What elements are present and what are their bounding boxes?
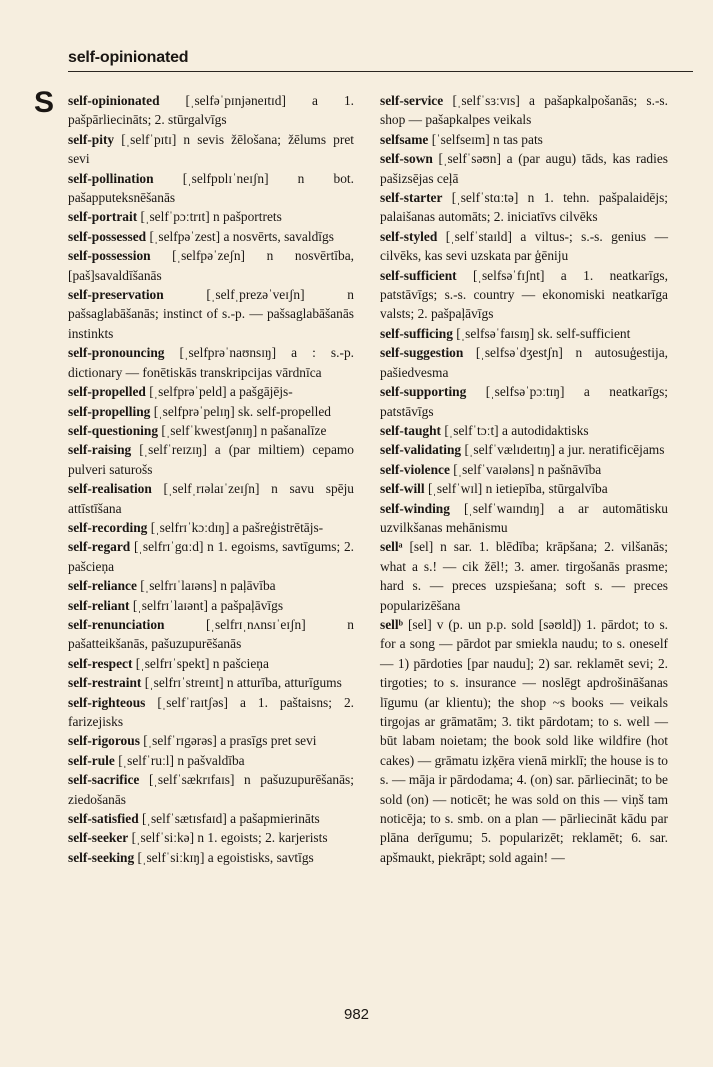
entry-headword: self-preservation <box>68 287 164 303</box>
entry-definition: [ˌselfˈsəʊn] a (par augu) tāds, kas radies pašizsējas ceļā <box>380 151 668 186</box>
entry-definition: [ˌselfprəˈpeld] a pašgājējs- <box>145 384 293 400</box>
dictionary-entry <box>68 751 354 770</box>
running-header: self-opinionated <box>68 49 189 66</box>
entry-headword: self-suggestion <box>380 345 464 361</box>
entry-headword: self-opinionated <box>68 93 160 108</box>
entry-headword: self-pity <box>68 131 115 147</box>
entry-headword: self-taught <box>380 422 441 438</box>
dictionary-entry <box>380 324 668 343</box>
entry-headword: self-propelled <box>68 384 146 400</box>
dictionary-entry <box>68 479 354 518</box>
entry-headword: self-starter <box>380 190 443 206</box>
dictionary-entry <box>380 460 668 479</box>
dictionary-entry <box>68 770 354 809</box>
entry-headword: self-seeking <box>68 849 135 865</box>
entry-definition: [ˌselfsəˈdʒestʃn] n autosuģestija, pašiedvesma <box>380 345 668 380</box>
dictionary-entry <box>68 402 354 421</box>
entry-definition: [ˌselfpɒlɪˈneɪʃn] n bot. pašapputeksnēšanās <box>68 170 354 206</box>
dictionary-entry <box>68 828 354 847</box>
dictionary-entry <box>380 537 668 615</box>
entry-headword: self-pollination <box>68 170 154 186</box>
entry-headword: selfsame <box>380 131 429 147</box>
entry-headword: self-respect <box>68 655 133 671</box>
entry-headword: self-realisation <box>68 481 152 497</box>
entry-headword: self-propelling <box>68 403 151 419</box>
entry-definition: [ˌselfprəˈpelɪŋ] sk. self-propelled <box>150 403 331 419</box>
entry-headword: self-service <box>380 93 444 108</box>
dictionary-entry <box>68 382 354 401</box>
entry-definition: [ˌselfˈkwestʃənɪŋ] n pašanalīze <box>158 422 327 438</box>
dictionary-entry <box>380 130 668 149</box>
entry-definition: [ˌselfsəˈfaɪsɪŋ] sk. self-sufficient <box>452 325 631 341</box>
entry-definition: [ˌselfprəˈnaʊnsɪŋ] a : s.-p. dictionary — fonētiskās transkripcijas vārdnīca <box>68 345 354 380</box>
entry-definition: [ˌselfˈsækrɪfaɪs] n pašuzupurēšanās; ziedošanās <box>68 772 354 807</box>
dictionary-entry <box>68 91 354 130</box>
dictionary-entry <box>68 731 354 750</box>
entry-definition: [ˌselfəˈpɪnjəneɪtɪd] a 1. pašpārliecināts; 2. stūrgalvīgs <box>68 93 354 128</box>
entry-definition: [ˌselfˈpɔːtrɪt] n pašportrets <box>137 209 282 225</box>
dictionary-entry <box>380 91 668 130</box>
entry-definition: [ˌselfˈwɪl] n ietiepība, stūrgalvība <box>424 481 608 497</box>
entry-definition: [ˌselfrɪˈlaɪəns] n paļāvība <box>136 578 276 594</box>
entry-headword: self-supporting <box>380 384 467 400</box>
dictionary-entry <box>380 479 668 498</box>
entry-headword: self-will <box>380 481 425 497</box>
entry-headword: self-rule <box>68 752 115 768</box>
entry-definition: [ˌselfrɪˈgɑːd] n 1. egoisms, savtīgums; 2. pašcieņa <box>68 539 354 574</box>
entry-headword: self-reliance <box>68 578 137 594</box>
entry-definition: [ˌselfˈreɪzɪŋ] a (par miltiem) cepamo pulveri saturošs <box>68 442 354 477</box>
entry-definition: [ˌselfˈstaɪld] a viltus-; s.-s. genius — cilvēks, kas sevi uzskata par ģēniju <box>380 228 668 264</box>
entry-definition: [ˌselfpəˈzeʃn] n nosvērtība, [paš]savaldīšanās <box>68 248 354 283</box>
dictionary-entry <box>380 499 668 538</box>
dictionary-entry <box>68 615 354 654</box>
entry-headword: self-winding <box>380 500 450 516</box>
dictionary-entry <box>68 285 354 343</box>
dictionary-entry <box>380 266 668 324</box>
entry-definition: [ˌselfˈsɜːvɪs] a pašapkalpošanās; s.-s. shop — pašapkalpes veikals <box>380 93 668 128</box>
entry-definition: [ˌselfˈruːl] n pašvaldība <box>114 752 245 768</box>
entry-definition: [ˌselfrɪˈkɔːdɪŋ] a pašreģistrētājs- <box>147 519 324 535</box>
dictionary-entry <box>68 673 354 692</box>
entry-definition: [ˌselfsəˈfɪʃnt] a 1. neatkarīgs, patstāvīgs; s.-s. country — ekonomiski neatkarīga valsts; 2. pašpaļāvīgs <box>380 267 668 322</box>
entry-headword: self-violence <box>380 461 450 477</box>
dictionary-entry <box>68 596 354 615</box>
dictionary-entry <box>380 343 668 382</box>
header-rule <box>68 71 693 72</box>
entry-definition: [ˌselfˈwaɪndɪŋ] a ar automātisku uzvilkšanas mehānismu <box>380 500 668 535</box>
left-column <box>68 91 354 867</box>
entry-definition: [ˌselfˌrɪəlaɪˈzeɪʃn] n savu spēju attīstīšana <box>68 481 354 516</box>
dictionary-entry <box>380 227 668 266</box>
dictionary-entry <box>380 149 668 188</box>
dictionary-entry <box>68 440 354 479</box>
entry-definition: [ˌselfˌprezəˈveɪʃn] n pašsaglabāšanās; instinct of s.-p. — pašsaglabāšanās instinkts <box>68 287 354 341</box>
entry-headword: self-validating <box>380 442 462 458</box>
dictionary-entry <box>68 207 354 226</box>
entry-headword: self-satisfied <box>68 811 139 827</box>
entry-headword: self-sufficient <box>380 267 457 283</box>
dictionary-entry <box>68 848 354 867</box>
dictionary-entry <box>380 615 668 867</box>
entry-definition: [ˌselfˈraɪtʃəs] a 1. paštaisns; 2. farizejisks <box>68 694 354 729</box>
dictionary-entry <box>68 246 354 285</box>
entry-headword: self-restraint <box>68 675 142 691</box>
entry-headword: self-portrait <box>68 209 138 225</box>
dictionary-entry <box>380 421 668 440</box>
entry-definition: [ˌselfˈsiːkɪŋ] a egoistisks, savtīgs <box>134 849 314 865</box>
entry-definition: [ˌselfˈrɪgərəs] a prasīgs pret sevi <box>139 733 317 749</box>
entry-headword: self-questioning <box>68 422 159 438</box>
entry-headword: self-sown <box>380 151 433 167</box>
entry-definition: [ˌselfrɪˈstreɪnt] n atturība, atturīgums <box>141 675 342 691</box>
entry-definition: [ˌselfrɪˌnʌnsɪˈeɪʃn] n pašatteikšanās, pašuzupurēšanās <box>68 616 354 652</box>
dictionary-entry <box>68 809 354 828</box>
entry-definition: [ˌselfrɪˈlaɪənt] a pašpaļāvīgs <box>129 597 284 613</box>
entry-definition: [sel] n sar. 1. blēdība; krāpšana; 2. vilšanās; what a s.! — cik žēl!; 3. amer. tirgošanās prasme; hard s. — preces uzspiešana; soft s. — preces popularizēšana <box>380 539 668 613</box>
entry-definition: [sel] v (p. un p.p. sold [səʊld]) 1. pārdot; to s. for a song — pārdot par smiekla naudu; to s. oneself — 1) pārdoties [par naudu]; 2) sar. reklamēt sevi; 2. tirgoties; to s. insurance — noslēgt apdrošināšanas līgumu (ar klientu); the shop ~s books — veikals tirgojas ar grāmatām; 3. tikt pārdotam; to s. well — būt labam noietam; the book sold like wildfire (hot cakes) — grāmatu izķēra vienā mirklī; the house is to s. — māja ir pārdodama; 4. (on) sar. pārliecināt; to be sold (on) — noticēt; he was sold on this — viņš tam noticēja; to s. smb. on a plan — pārliecināt kādu par plāna derīgumu; 5. popularizēt; reklamēt; 6. sar. apšmaukt, piekrāpt; sold again! — <box>380 616 668 865</box>
dictionary-entry <box>380 382 668 421</box>
entry-headword: self-righteous <box>68 694 146 710</box>
right-column <box>380 91 668 867</box>
entry-headword: self-possessed <box>68 228 147 244</box>
dictionary-entry <box>68 169 354 208</box>
entry-headword: self-seeker <box>68 830 129 846</box>
entry-headword: self-regard <box>68 539 131 555</box>
dictionary-entry <box>68 421 354 440</box>
dictionary-entry <box>68 654 354 673</box>
dictionary-entry <box>380 188 668 227</box>
entry-definition: [ˌselfˈtɔːt] a autodidaktisks <box>441 422 589 438</box>
entry-headword: sellᵇ <box>380 616 403 632</box>
entry-headword: self-sacrifice <box>68 772 140 788</box>
dictionary-entry <box>380 440 668 459</box>
entry-definition: [ˌselfˈpɪtɪ] n sevis žēlošana; žēlums pret sevi <box>68 131 354 167</box>
dictionary-entry <box>68 693 354 732</box>
entry-headword: self-reliant <box>68 597 130 613</box>
page-number: 982 <box>343 1006 370 1023</box>
dictionary-entry <box>68 227 354 246</box>
entry-headword: self-rigorous <box>68 733 140 749</box>
entry-definition: [ˈselfseɪm] n tas pats <box>428 131 543 147</box>
entry-definition: [ˌselfˈsætɪsfaɪd] a pašapmierināts <box>138 811 320 827</box>
dictionary-entry <box>68 537 354 576</box>
entry-definition: [ˌselfrɪˈspekt] n pašcieņa <box>132 655 269 671</box>
dictionary-entry <box>68 576 354 595</box>
entry-headword: self-pronouncing <box>68 345 165 361</box>
entry-definition: [ˌselfsəˈpɔːtɪŋ] a neatkarīgs; patstāvīgs <box>380 384 668 419</box>
entry-headword: self-styled <box>380 228 438 244</box>
entry-headword: self-renunciation <box>68 616 165 632</box>
thumb-index-letter: S <box>34 86 55 119</box>
dictionary-entry <box>68 518 354 537</box>
entry-definition: [ˌselfˈvælɪdeɪtɪŋ] a jur. neratificējams <box>461 442 665 458</box>
dictionary-entry <box>68 130 354 169</box>
entry-headword: self-raising <box>68 442 132 458</box>
entry-definition: [ˌselfˈstɑːtə] n 1. tehn. pašpalaidējs; palaišanas automāts; 2. iniciatīvs cilvēks <box>380 190 668 225</box>
entry-headword: sellᵃ <box>380 539 403 555</box>
entry-definition: [ˌselfˈvaɪələns] n pašnāvība <box>449 461 602 477</box>
dictionary-entry <box>68 343 354 382</box>
entry-headword: self-recording <box>68 519 148 535</box>
entry-headword: self-possession <box>68 248 151 264</box>
entry-headword: self-sufficing <box>380 325 453 341</box>
entry-definition: [ˌselfpəˈzest] a nosvērts, savaldīgs <box>146 228 334 244</box>
entry-definition: [ˌselfˈsiːkə] n 1. egoists; 2. karjerists <box>128 830 328 846</box>
